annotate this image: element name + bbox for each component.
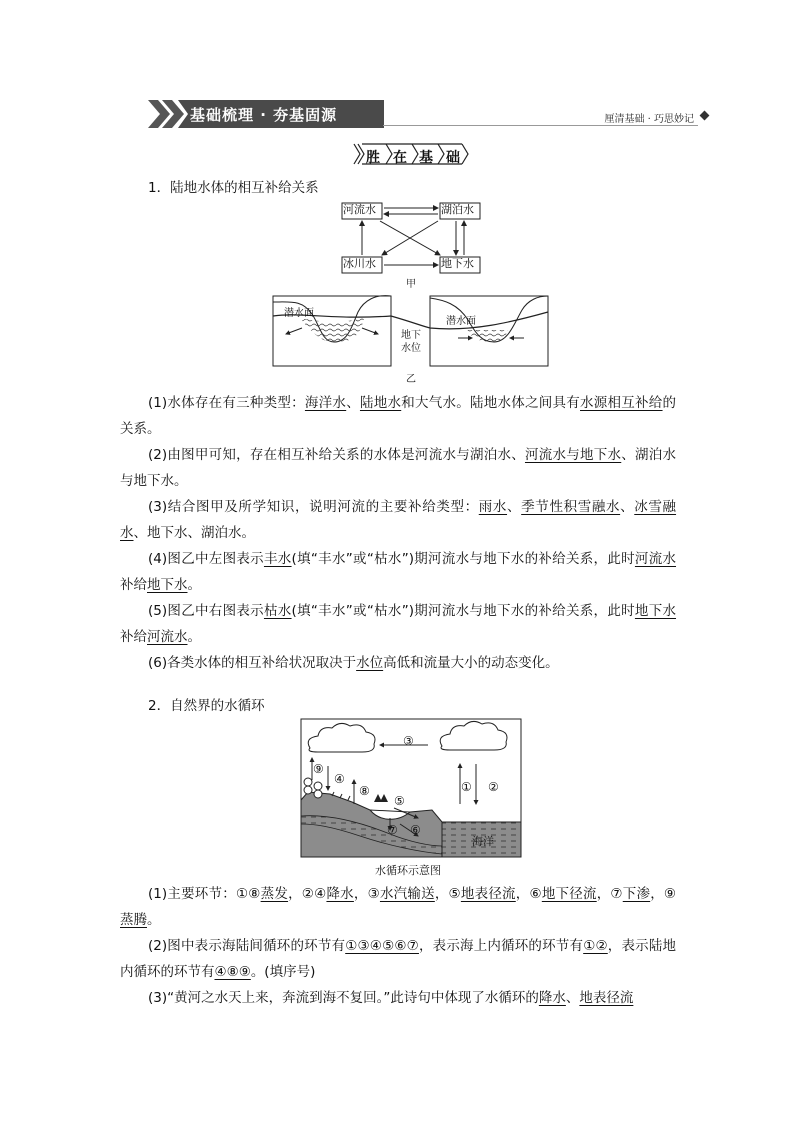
item-1-5: (5)图乙中右图表示枯水(填“丰水”或“枯水”)期河流水与地下水的补给关系，此时地下水补给河流水。 — [120, 603, 677, 645]
item-1-4: (4)图乙中左图表示丰水(填“丰水”或“枯水”)期河流水与地下水的补给关系，此时河流水补给地下水。 — [120, 551, 677, 593]
marker-8: ⑧ — [359, 784, 370, 798]
section-2-title: 2．自然界的水循环 — [148, 698, 265, 714]
marker-4: ④ — [334, 772, 345, 786]
marker-6: ⑥ — [410, 823, 421, 837]
page-header — [148, 98, 708, 130]
marker-2: ② — [488, 780, 499, 794]
diagram-yi-left-label: 潜水面 — [284, 308, 314, 319]
diagram-yi-mid-label-1: 地下 — [401, 330, 421, 341]
item-1-2: (2)由图甲可知，存在相互补给关系的水体是河流水与湖泊水、河流水与地下水、湖泊水与地下水。 — [120, 447, 677, 489]
subheader-char: 在 — [393, 150, 407, 166]
diagram-yi-right-label: 潜水面 — [446, 316, 476, 327]
header-right-text: 厘清基础 · 巧思妙记 — [604, 114, 694, 125]
ocean-label: 海洋 — [472, 835, 494, 848]
marker-7: ⑦ — [387, 823, 398, 837]
box-river: 河流水 — [343, 203, 376, 216]
subheader-char: 础 — [446, 150, 460, 166]
diamond-icon — [700, 111, 710, 121]
box-lake: 湖泊水 — [441, 203, 474, 216]
section-2-body — [120, 881, 676, 1011]
subheader-char: 胜 — [366, 150, 380, 166]
header-rule — [383, 125, 698, 126]
marker-1: ① — [461, 780, 472, 794]
diagram-yi-caption: 乙 — [406, 374, 416, 385]
banner-title: 基础梳理 · 夯基固源 — [190, 106, 338, 124]
diagram-jia-caption: 甲 — [406, 279, 416, 290]
marker-3: ③ — [403, 734, 414, 748]
box-groundwater: 地下水 — [441, 257, 474, 270]
item-2-2: (2)图中表示海陆间循环的环节有①③④⑤⑥⑦，表示海上内循环的环节有①②，表示陆地内循环的环节有④⑧⑨。(填序号) — [120, 938, 677, 980]
item-1-6: (6)各类水体的相互补给状况取决于水位高低和流量大小的动态变化。 — [148, 655, 559, 671]
section-1-title: 1．陆地水体的相互补给关系 — [148, 180, 319, 196]
item-1-1: (1)水体存在有三种类型：海洋水、陆地水和大气水。陆地水体之间具有水源相互补给的关系。 — [120, 395, 677, 437]
diagram-yi-mid-label-2: 水位 — [401, 343, 421, 354]
item-2-1: (1)主要环节：①⑧蒸发，②④降水，③水汽输送，⑤地表径流，⑥地下径流，⑦下渗，⑨蒸腾。 — [120, 886, 677, 928]
marker-9: ⑨ — [313, 762, 324, 776]
water-cycle-caption: 水循环示意图 — [375, 864, 441, 877]
box-glacier: 冰川水 — [343, 257, 376, 270]
subheader-char: 基 — [419, 150, 433, 166]
item-1-3: (3)结合图甲及所学知识，说明河流的主要补给类型：雨水、季节性积雪融水、冰雪融水、地下水、湖泊水。 — [120, 499, 677, 541]
marker-5: ⑤ — [394, 794, 405, 808]
item-2-3: (3)“黄河之水天上来，奔流到海不复回。”此诗句中体现了水循环的降水、地表径流 — [148, 990, 634, 1006]
section-1-body — [120, 390, 676, 676]
